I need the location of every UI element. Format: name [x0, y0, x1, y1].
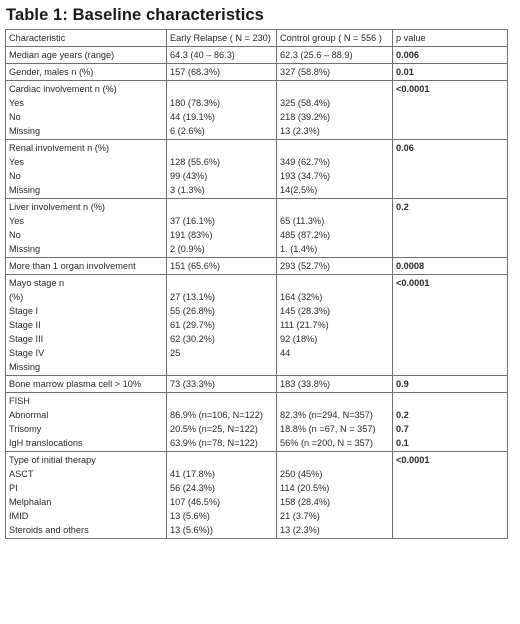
- early-relapse-cell: [167, 393, 277, 452]
- cell-line: 0.1: [396, 438, 409, 448]
- control-group-cell: [277, 393, 393, 452]
- cell-line: 63.9% (n=78, N=122): [170, 438, 258, 448]
- cell-line: Trisomy: [9, 424, 42, 434]
- cell-line: 107 (46.5%): [170, 497, 221, 507]
- cell-line: Yes: [9, 157, 24, 167]
- characteristic-cell: [6, 81, 167, 140]
- cell-line: 56% (n =200, N = 357): [280, 438, 373, 448]
- cell-line: 193 (34.7%): [280, 171, 331, 181]
- cell-line: 0.01: [396, 67, 414, 77]
- cell-line: [170, 82, 273, 96]
- p-value-cell: [393, 393, 508, 452]
- cell-line: 13 (2.3%): [280, 525, 320, 535]
- cell-line: Mayo stage n: [9, 278, 65, 288]
- cell-line: 485 (87.2%): [280, 230, 331, 240]
- cell-line: 65 (11.3%): [280, 216, 325, 226]
- cell-line: 0.0008: [396, 261, 425, 271]
- cell-line: Missing: [9, 126, 41, 136]
- cell-line: Stage IV: [9, 348, 45, 358]
- cell-line: 145 (28.3%): [280, 306, 331, 316]
- p-value-cell: [393, 376, 508, 393]
- p-value-cell: [393, 81, 508, 140]
- cell-line: <0.0001: [396, 455, 430, 465]
- cell-line: (%): [9, 292, 24, 302]
- header-cell-text: p value: [396, 33, 426, 43]
- header-early-relapse: [167, 30, 277, 47]
- cell-line: 0.9: [396, 379, 409, 389]
- cell-line: 183 (33.8%): [280, 379, 331, 389]
- characteristic-cell: [6, 64, 167, 81]
- header-p-value: [393, 30, 508, 47]
- cell-line: IMID: [9, 511, 29, 521]
- characteristic-cell: [6, 140, 167, 199]
- control-group-cell: [277, 140, 393, 199]
- control-group-cell: [277, 376, 393, 393]
- cell-line: <0.0001: [396, 278, 430, 288]
- table-row: [6, 140, 508, 199]
- characteristic-cell: [6, 47, 167, 64]
- cell-line: 0.06: [396, 143, 414, 153]
- cell-line: FISH: [9, 396, 30, 406]
- early-relapse-cell: [167, 258, 277, 275]
- cell-line: Stage III: [9, 334, 44, 344]
- characteristic-cell: [6, 452, 167, 539]
- cell-line: [280, 200, 389, 214]
- cell-line: [170, 276, 273, 290]
- header-cell-text: Control group ( N = 556 ): [280, 33, 382, 43]
- cell-line: Median age years (range): [9, 50, 115, 60]
- p-value-cell: [393, 64, 508, 81]
- cell-line: 0.2: [396, 410, 409, 420]
- table-row: [6, 81, 508, 140]
- cell-line: 64.3 (40 – 86.3): [170, 50, 235, 60]
- cell-line: 56 (24.3%): [170, 483, 215, 493]
- characteristic-cell: [6, 199, 167, 258]
- early-relapse-cell: [167, 64, 277, 81]
- control-group-cell: [277, 275, 393, 376]
- cell-line: Gender, males n (%): [9, 67, 94, 77]
- cell-line: 0.7: [396, 424, 409, 434]
- control-group-cell: [277, 258, 393, 275]
- table-row: [6, 64, 508, 81]
- cell-line: 114 (20.5%): [280, 483, 330, 493]
- cell-line: [170, 360, 273, 374]
- cell-line: PI: [9, 483, 18, 493]
- control-group-cell: [277, 81, 393, 140]
- early-relapse-cell: [167, 199, 277, 258]
- cell-line: 13 (5.6%)): [170, 525, 213, 535]
- cell-line: 158 (28.4%): [280, 497, 331, 507]
- cell-line: 92 (18%): [280, 334, 318, 344]
- cell-line: 151 (65.6%): [170, 261, 221, 271]
- cell-line: 25: [170, 348, 181, 358]
- control-group-cell: [277, 199, 393, 258]
- control-group-cell: [277, 47, 393, 64]
- table-row: [6, 376, 508, 393]
- cell-line: Stage I: [9, 306, 39, 316]
- cell-line: [396, 394, 504, 408]
- cell-line: Steroids and others: [9, 525, 89, 535]
- cell-line: 73 (33.3%): [170, 379, 215, 389]
- characteristic-cell: [6, 376, 167, 393]
- cell-line: 164 (32%): [280, 292, 323, 302]
- header-cell-text: Early Relapse ( N = 230): [170, 33, 271, 43]
- cell-line: Abnormal: [9, 410, 49, 420]
- early-relapse-cell: [167, 47, 277, 64]
- table-row: [6, 393, 508, 452]
- cell-line: ASCT: [9, 469, 34, 479]
- p-value-cell: [393, 199, 508, 258]
- cell-line: 14(2.5%): [280, 185, 318, 195]
- cell-line: Yes: [9, 216, 24, 226]
- cell-line: 13 (5.6%): [170, 511, 210, 521]
- characteristic-cell: [6, 258, 167, 275]
- p-value-cell: [393, 452, 508, 539]
- early-relapse-cell: [167, 81, 277, 140]
- cell-line: 0.006: [396, 50, 419, 60]
- cell-line: 1. (1.4%): [280, 244, 318, 254]
- cell-line: [170, 394, 273, 408]
- early-relapse-cell: [167, 452, 277, 539]
- cell-line: 61 (29.7%): [170, 320, 215, 330]
- cell-line: [280, 394, 389, 408]
- header-control-group: [277, 30, 393, 47]
- cell-line: 82.3% (n=294, N=357): [280, 410, 373, 420]
- cell-line: IgH translocations: [9, 438, 83, 448]
- early-relapse-cell: [167, 275, 277, 376]
- table-row: [6, 199, 508, 258]
- cell-line: [280, 82, 389, 96]
- control-group-cell: [277, 452, 393, 539]
- baseline-characteristics-table: [5, 29, 508, 539]
- cell-line: 41 (17.8%): [170, 469, 215, 479]
- cell-line: 180 (78.3%): [170, 98, 221, 108]
- header-cell-text: Characteristic: [9, 33, 66, 43]
- cell-line: 62.3 (25.6 – 88.9): [280, 50, 353, 60]
- cell-line: Bone marrow plasma cell > 10%: [9, 379, 142, 389]
- characteristic-cell: [6, 275, 167, 376]
- cell-line: [170, 453, 273, 467]
- cell-line: 99 (43%): [170, 171, 208, 181]
- cell-line: 2 (0.9%): [170, 244, 205, 254]
- cell-line: Liver involvement n (%): [9, 202, 105, 212]
- cell-line: 86.9% (n=106, N=122): [170, 410, 263, 420]
- cell-line: [280, 276, 389, 290]
- cell-line: 327 (58.8%): [280, 67, 331, 77]
- cell-line: 0.2: [396, 202, 409, 212]
- cell-line: 191 (83%): [170, 230, 213, 240]
- cell-line: 18.8% (n =67, N = 357): [280, 424, 376, 434]
- p-value-cell: [393, 140, 508, 199]
- table-row: [6, 47, 508, 64]
- table-title: Table 1: Baseline characteristics: [6, 6, 264, 24]
- early-relapse-cell: [167, 376, 277, 393]
- cell-line: Missing: [9, 362, 41, 372]
- cell-line: No: [9, 171, 21, 181]
- cell-line: 55 (26.8%): [170, 306, 215, 316]
- table-row: [6, 258, 508, 275]
- cell-line: 44: [280, 348, 291, 358]
- early-relapse-cell: [167, 140, 277, 199]
- cell-line: [170, 141, 273, 155]
- cell-line: Type of initial therapy: [9, 455, 96, 465]
- cell-line: 44 (19.1%): [170, 112, 215, 122]
- cell-line: 157 (68.3%): [170, 67, 221, 77]
- cell-line: <0.0001: [396, 84, 430, 94]
- cell-line: 21 (3.7%): [280, 511, 320, 521]
- cell-line: Renal involvement n (%): [9, 143, 110, 153]
- cell-line: 250 (45%): [280, 469, 323, 479]
- cell-line: 218 (39.2%): [280, 112, 331, 122]
- cell-line: Cardiac involvement n (%): [9, 84, 117, 94]
- cell-line: [170, 200, 273, 214]
- cell-line: Missing: [9, 185, 41, 195]
- header-characteristic: [6, 30, 167, 47]
- p-value-cell: [393, 275, 508, 376]
- cell-line: 111 (21.7%): [280, 320, 329, 330]
- cell-line: Yes: [9, 98, 24, 108]
- cell-line: Melphalan: [9, 497, 52, 507]
- cell-line: More than 1 organ involvement: [9, 261, 136, 271]
- cell-line: Stage II: [9, 320, 41, 330]
- table-row: [6, 452, 508, 539]
- cell-line: 13 (2.3%): [280, 126, 320, 136]
- p-value-cell: [393, 258, 508, 275]
- control-group-cell: [277, 64, 393, 81]
- cell-line: 27 (13.1%): [170, 292, 215, 302]
- cell-line: No: [9, 230, 21, 240]
- cell-line: 349 (62.7%): [280, 157, 331, 167]
- cell-line: 20.5% (n=25, N=122): [170, 424, 258, 434]
- cell-line: No: [9, 112, 21, 122]
- cell-line: 3 (1.3%): [170, 185, 205, 195]
- cell-line: 62 (30.2%): [170, 334, 215, 344]
- table-row: [6, 275, 508, 376]
- cell-line: Missing: [9, 244, 41, 254]
- cell-line: [280, 453, 389, 467]
- cell-line: 325 (58.4%): [280, 98, 331, 108]
- cell-line: 293 (52.7%): [280, 261, 331, 271]
- table-header-row: [6, 30, 508, 47]
- characteristic-cell: [6, 393, 167, 452]
- cell-line: 128 (55.6%): [170, 157, 221, 167]
- p-value-cell: [393, 47, 508, 64]
- cell-line: 6 (2.6%): [170, 126, 205, 136]
- cell-line: [280, 141, 389, 155]
- cell-line: 37 (16.1%): [170, 216, 215, 226]
- cell-line: [280, 360, 389, 374]
